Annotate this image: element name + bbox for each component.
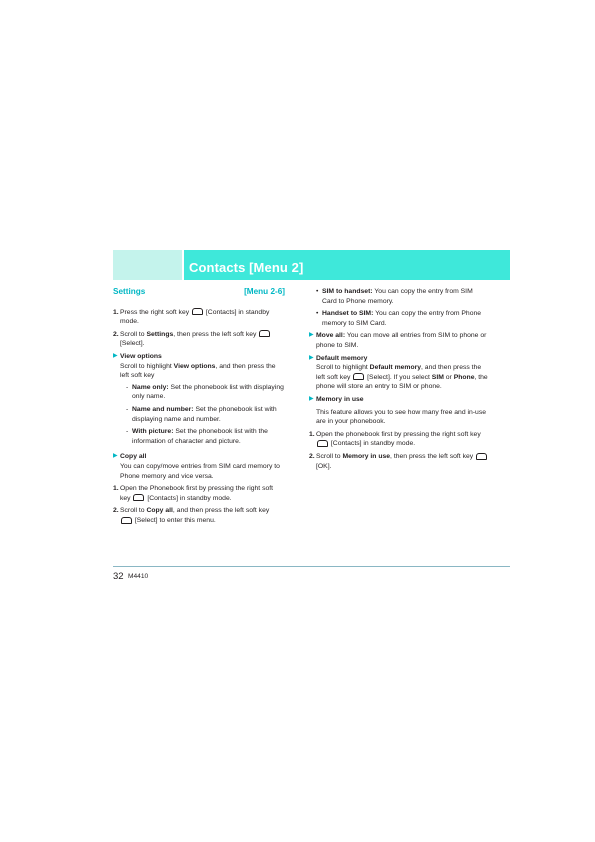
body-text: or xyxy=(445,373,452,381)
triangle-bullet-icon: ▶ xyxy=(113,352,118,359)
memory-step-1 xyxy=(309,430,489,449)
step-text: [Contacts] in standby mode. xyxy=(147,494,232,502)
subsection-title: Default memory xyxy=(316,354,368,362)
soft-key-icon xyxy=(317,440,328,447)
body-keyword: SIM xyxy=(431,373,444,381)
subsection-title: Memory in use xyxy=(316,395,364,403)
step-text: Press the right soft key xyxy=(120,308,190,316)
body-text: , the phone will store an entry to SIM or phone. xyxy=(316,373,488,391)
default-memory-block xyxy=(309,354,489,392)
step-text: Scroll to xyxy=(120,507,145,515)
header-accent-block xyxy=(113,250,182,280)
left-column xyxy=(113,287,285,528)
step-2 xyxy=(113,330,285,349)
step-text: Open the Phonebook first by pressing the right soft key xyxy=(120,485,274,502)
step-number: 1. xyxy=(113,485,119,493)
step-number: 2. xyxy=(113,330,119,338)
body-keyword: Default memory xyxy=(369,364,422,372)
option-name-number xyxy=(126,405,285,424)
option-text: You can copy the entry from SIM Card to Phone memory. xyxy=(322,288,473,305)
step-text: , and then press the left soft key xyxy=(172,507,270,515)
dash-mark: - xyxy=(126,428,129,436)
option-with-picture xyxy=(126,427,285,446)
step-text: , then press the left soft key xyxy=(173,330,257,338)
step-text: , then press the left soft key xyxy=(390,452,474,460)
model-name: M4410 xyxy=(128,573,149,580)
memory-step-2 xyxy=(309,452,489,471)
body-keyword: Phone xyxy=(453,373,475,381)
soft-key-icon xyxy=(476,453,487,460)
option-label: Name and number: xyxy=(132,405,194,413)
soft-key-icon xyxy=(259,330,270,337)
step-number: 2. xyxy=(113,507,119,515)
soft-key-icon xyxy=(353,373,364,380)
subsection-text xyxy=(316,363,489,392)
option-label: Name only: xyxy=(132,383,169,391)
step-text: [Select]. xyxy=(120,340,145,348)
copy-step-2 xyxy=(113,506,285,525)
subsection-title: Move all: xyxy=(316,332,346,340)
move-all-block xyxy=(309,331,489,350)
step-text: [Select] to enter this menu. xyxy=(134,516,216,524)
handset-to-sim-item xyxy=(316,309,489,328)
step-text: Scroll to xyxy=(120,330,145,338)
section-heading xyxy=(113,287,285,297)
soft-key-icon xyxy=(121,517,132,524)
option-text: Set the phonebook list with displaying only name. xyxy=(132,383,284,401)
page-number: 32 xyxy=(113,571,124,582)
step-keyword: Memory in use xyxy=(342,452,391,460)
copy-step-1 xyxy=(113,484,285,503)
option-label: With picture: xyxy=(132,428,174,436)
view-options-block xyxy=(113,352,285,449)
step-number: 2. xyxy=(309,452,315,460)
bullet-dot: • xyxy=(316,288,319,295)
subsection-text: You can copy/move entries from SIM card memory to Phone memory and vice versa. xyxy=(120,462,280,480)
subsection-text: You can move all entries from SIM to phone or phone to SIM. xyxy=(316,332,487,349)
subsection-title: View options xyxy=(120,352,162,360)
option-text: Set the phonebook list with displaying name and number. xyxy=(132,405,277,423)
footer-divider xyxy=(113,566,510,567)
option-name-only xyxy=(126,383,285,402)
body-text: [Select]. If you select xyxy=(367,373,430,381)
soft-key-icon xyxy=(192,308,203,315)
option-label: Handset to SIM: xyxy=(322,310,374,318)
triangle-bullet-icon: ▶ xyxy=(309,354,314,361)
step-text: [OK]. xyxy=(316,462,332,470)
step-number: 1. xyxy=(113,308,119,316)
copy-all-block xyxy=(113,452,285,481)
step-text: Scroll to xyxy=(316,452,341,460)
memory-in-use-block xyxy=(309,395,489,427)
option-text: Set the phonebook list with the information of character and picture. xyxy=(132,428,268,445)
step-keyword: Settings xyxy=(146,330,174,338)
body-keyword: View options xyxy=(173,362,216,370)
page-title: Contacts [Menu 2] xyxy=(189,260,304,275)
body-text: , and then press the left soft key xyxy=(120,362,276,380)
triangle-bullet-icon: ▶ xyxy=(309,332,314,339)
right-column xyxy=(309,287,489,474)
triangle-bullet-icon: ▶ xyxy=(113,453,118,460)
bullet-dot: • xyxy=(316,310,319,318)
option-text: You can copy the entry from Phone memory to SIM Card. xyxy=(322,310,482,327)
step-text: [Contacts] in standby mode. xyxy=(120,308,270,326)
dash-mark: - xyxy=(126,383,129,391)
body-text: , and then press the left soft key xyxy=(316,364,482,381)
step-1 xyxy=(113,308,285,327)
section-title: Settings xyxy=(113,287,146,296)
subsection-text xyxy=(120,362,285,381)
dash-mark: - xyxy=(126,405,129,413)
subsection-text: This feature allows you to see how many free and in-use are in your phonebook. xyxy=(316,408,487,426)
step-keyword: Copy all xyxy=(146,507,173,515)
option-label: SIM to handset: xyxy=(322,288,373,295)
body-text: Scroll to highlight xyxy=(120,362,172,370)
sim-to-handset-item xyxy=(316,287,489,306)
soft-key-icon xyxy=(133,494,144,501)
subsection-title: Copy all xyxy=(120,453,147,461)
step-number: 1. xyxy=(309,430,315,438)
step-text: Open the phonebook first by pressing the right soft key xyxy=(316,430,481,438)
step-text: [Contacts] in standby mode. xyxy=(330,440,416,448)
body-text: Scroll to highlight xyxy=(316,364,368,372)
triangle-bullet-icon: ▶ xyxy=(309,395,314,402)
section-menu-number: [Menu 2-6] xyxy=(244,287,285,296)
